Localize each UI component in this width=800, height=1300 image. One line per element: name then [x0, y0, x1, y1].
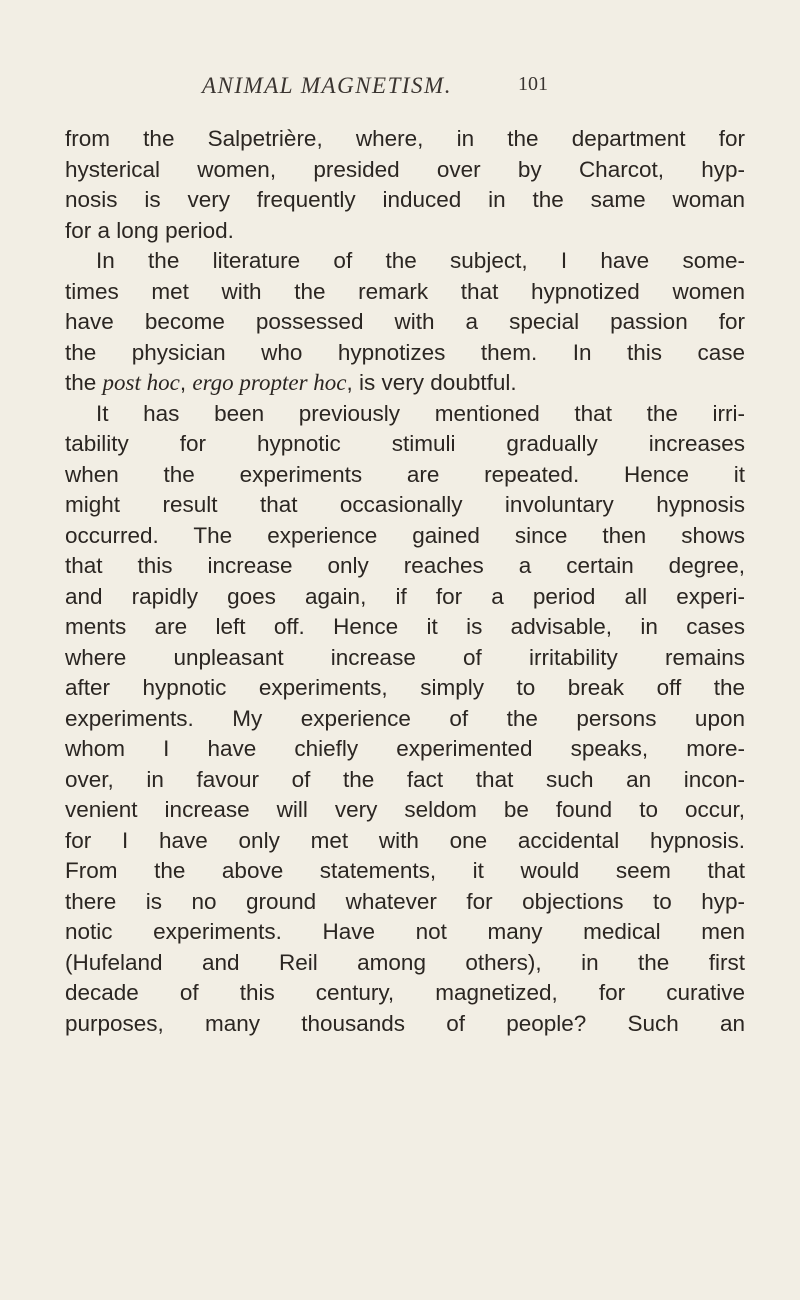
text-line: over, in favour of the fact that such an incon-: [65, 766, 745, 792]
text-line: nosis is very frequently induced in the same woman: [65, 187, 745, 212]
text-line: venient increase will very seldom be found to occur,: [65, 797, 745, 822]
text-line: and rapidly goes again, if for a period all experi-: [65, 583, 745, 609]
text-line: that this increase only reaches a certain degree,: [65, 553, 745, 578]
text-line: From the above statements, it would seem that: [65, 858, 745, 883]
text-line-latin-phrase: [65, 368, 745, 399]
text-line: the physician who hypnotizes them. In this case: [65, 339, 745, 365]
text-fragment: the: [65, 370, 103, 395]
page-number: 101: [518, 73, 548, 95]
latin-phrase-ergo-propter-hoc: ergo propter hoc: [192, 370, 347, 395]
text-line: ments are left off. Hence it is advisable, in cases: [65, 614, 745, 639]
text-line: might result that occasionally involuntary hypnosis: [65, 492, 745, 517]
text-line: where unpleasant increase of irritability remains: [65, 644, 745, 670]
text-line: there is no ground whatever for objections to hyp-: [65, 888, 745, 914]
latin-phrase-post-hoc: post hoc: [102, 370, 180, 395]
text-line: have become possessed with a special passion for: [65, 309, 745, 334]
text-line: hysterical women, presided over by Charcot, hyp-: [65, 156, 745, 182]
text-line: notic experiments. Have not many medical men: [65, 919, 745, 944]
text-line: decade of this century, magnetized, for curative: [65, 980, 745, 1005]
text-line: whom I have chiefly experimented speaks, more-: [65, 736, 745, 761]
text-line: for a long period.: [65, 217, 234, 243]
text-line: occurred. The experience gained since then shows: [65, 522, 745, 548]
text-fragment: ,: [179, 370, 193, 395]
text-line: for I have only met with one accidental hypnosis.: [65, 827, 745, 853]
running-head: ANIMAL MAGNETISM.: [202, 73, 452, 98]
text-line: purposes, many thousands of people? Such an: [65, 1010, 745, 1036]
text-line: after hypnotic experiments, simply to break off the: [65, 675, 745, 700]
text-line: tability for hypnotic stimuli gradually increases: [65, 431, 745, 456]
text-line: experiments. My experience of the persons upon: [65, 705, 745, 731]
text-line: It has been previously mentioned that the irri-: [96, 400, 745, 426]
text-line: when the experiments are repeated. Hence it: [65, 461, 745, 487]
text-line: In the literature of the subject, I have some-: [96, 248, 745, 273]
body-text: [65, 124, 745, 1039]
text-line: from the Salpetrière, where, in the department for: [65, 126, 745, 151]
text-line: (Hufeland and Reil among others), in the first: [65, 949, 745, 975]
text-line: times met with the remark that hypnotized women: [65, 278, 745, 304]
text-fragment: , is very doubtful.: [346, 370, 517, 395]
